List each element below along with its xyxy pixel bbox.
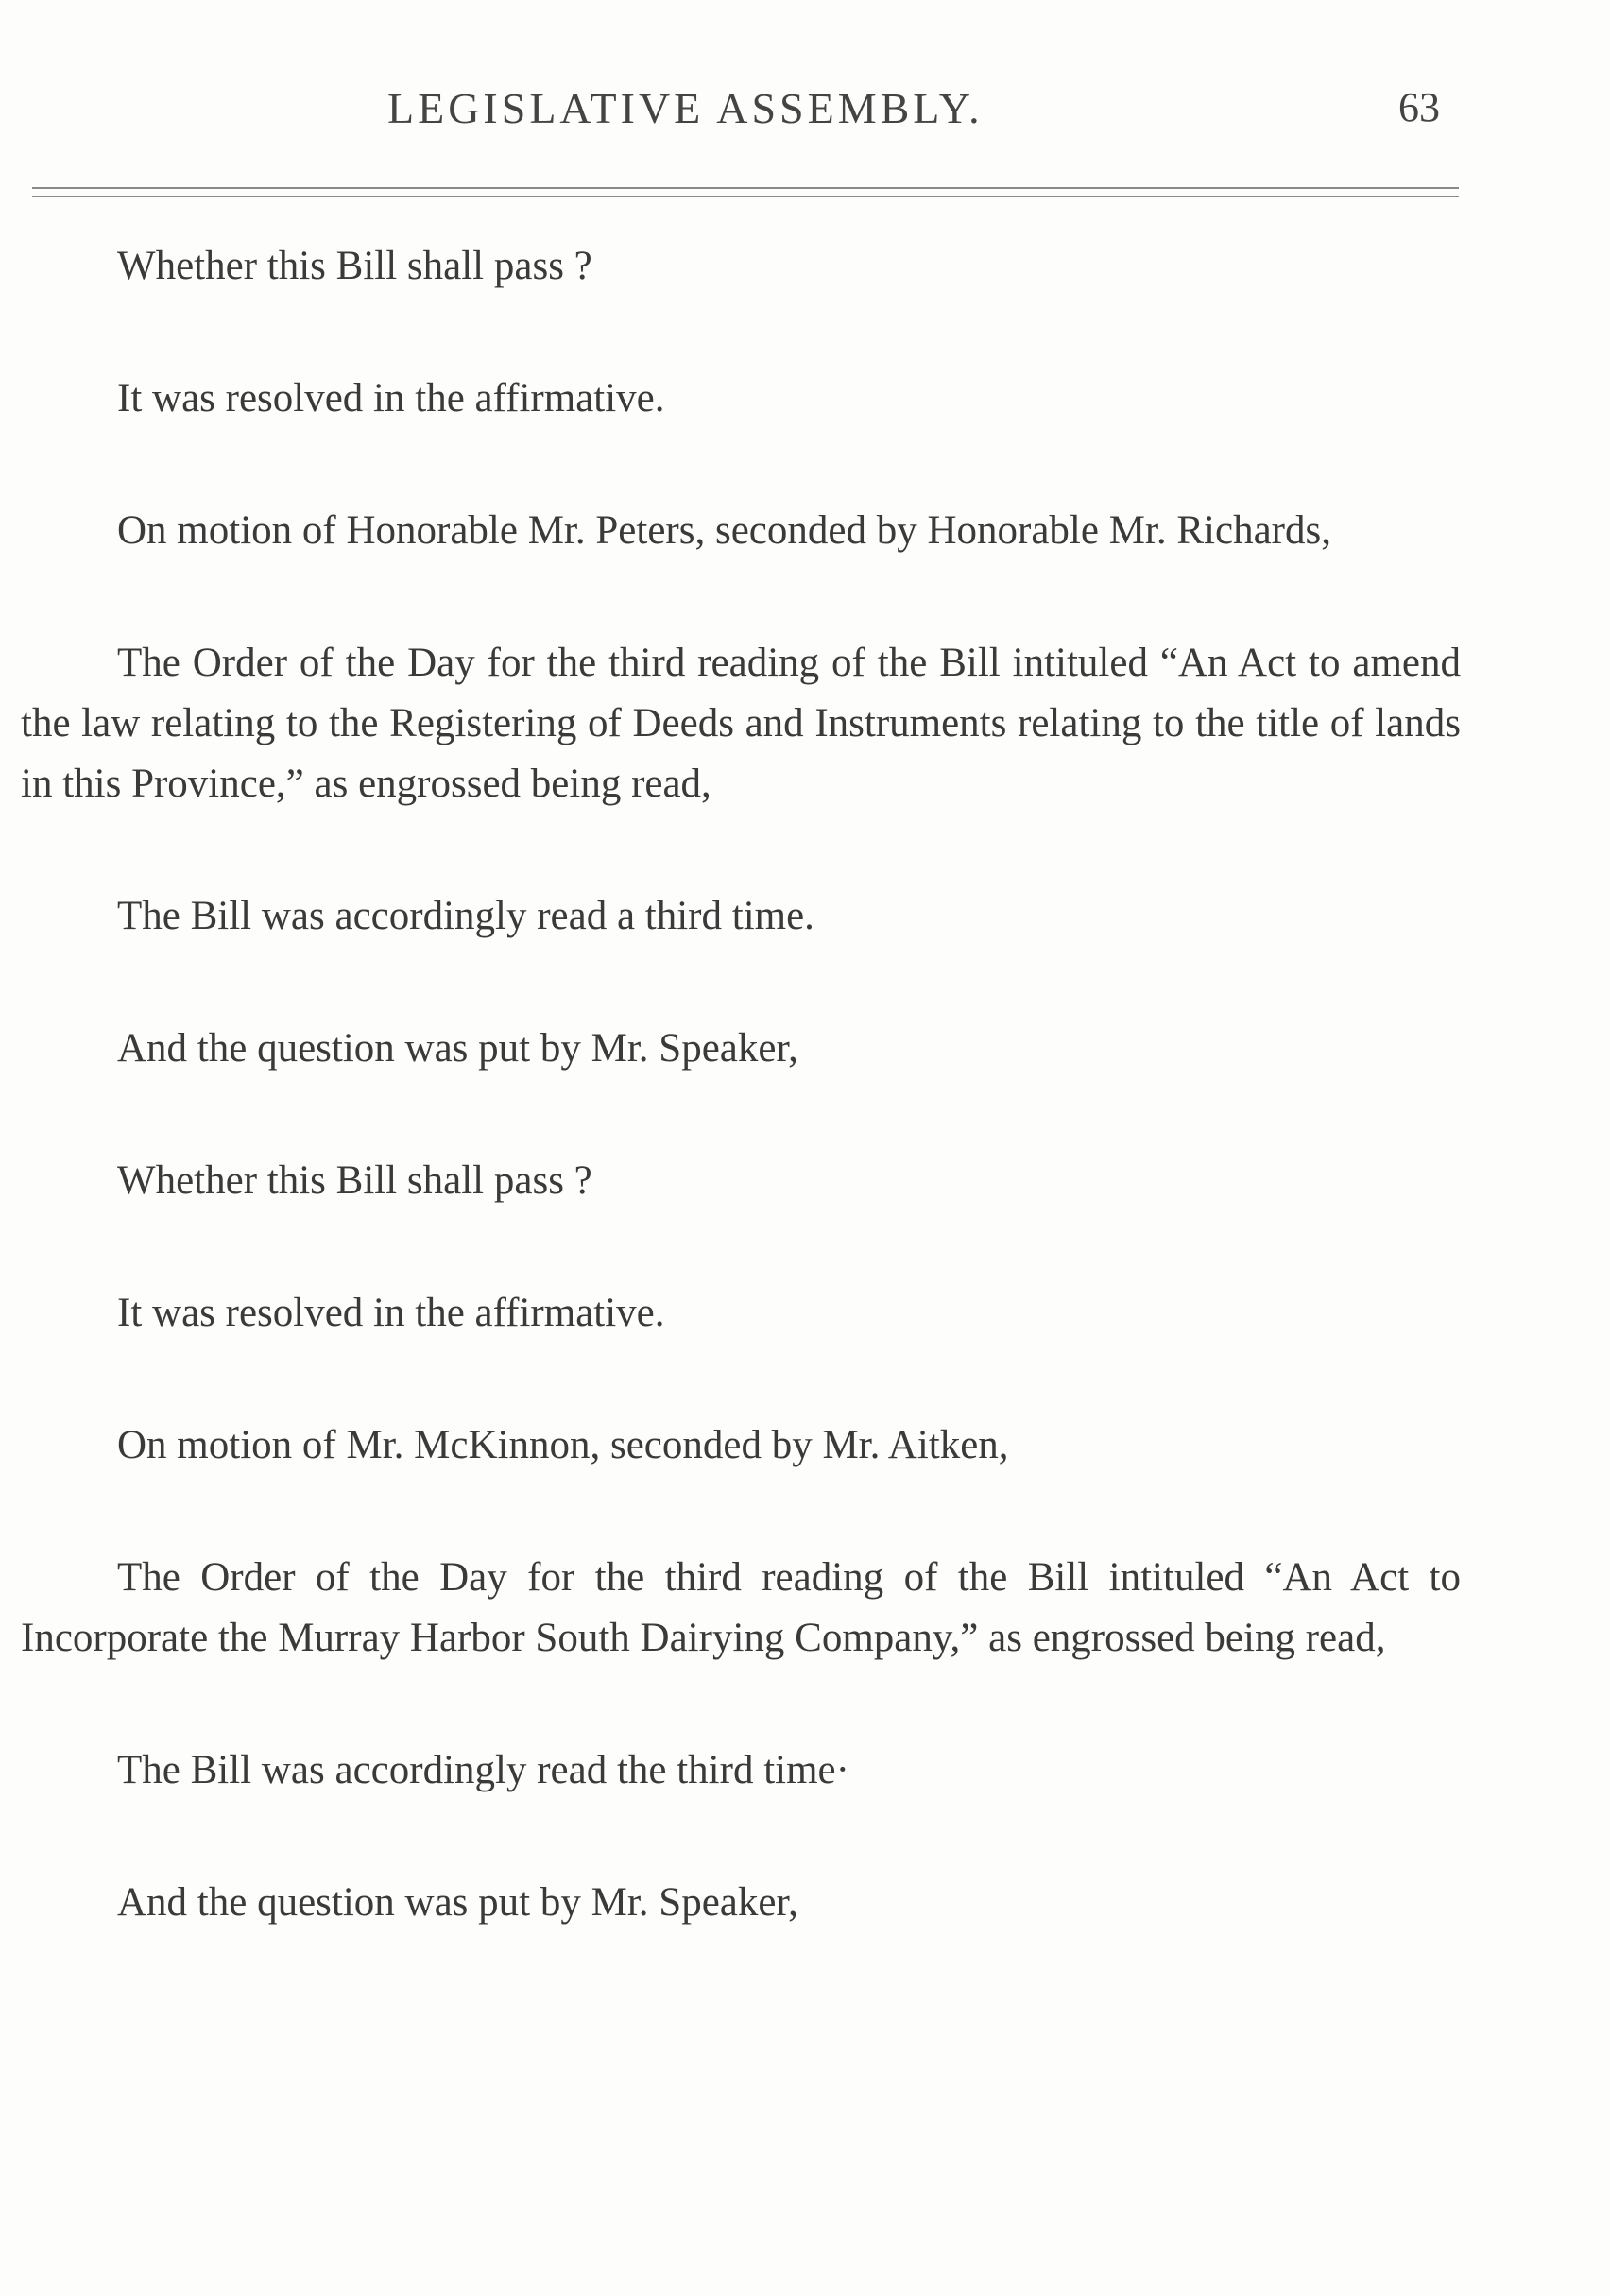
running-title: LEGISLATIVE ASSEMBLY. (387, 84, 984, 132)
paragraph: And the question was put by Mr. Speaker, (117, 1880, 798, 1925)
paragraph: On motion of Honorable Mr. Peters, seconded by Honorable Mr. Richards, (117, 508, 1331, 553)
header-rule-top (32, 187, 1459, 189)
running-head (0, 83, 1610, 140)
paragraph: Whether this Bill shall pass ? (117, 244, 592, 288)
paragraph: And the question was put by Mr. Speaker, (117, 1026, 798, 1071)
paragraph: On motion of Mr. McKinnon, seconded by Mr. Aitken, (117, 1423, 1009, 1467)
page-number: 63 (1398, 84, 1440, 130)
body-text (21, 236, 1461, 1933)
paragraph: Whether this Bill shall pass ? (117, 1158, 592, 1203)
paragraph: The Bill was accordingly read the third time· (117, 1748, 849, 1792)
paragraph: The Bill was accordingly read a third time. (117, 894, 814, 938)
paragraph: It was resolved in the affirmative. (117, 1291, 665, 1335)
paragraph: The Order of the Day for the third reading of the Bill intituled “An Act to amend the law relating to the Registering of Deeds and Instruments relating to the title of lands in this Province,” as engrossed being read, (21, 641, 1461, 806)
paragraph: It was resolved in the affirmative. (117, 376, 665, 420)
paragraph: The Order of the Day for the third reading of the Bill intituled “An Act to Incorporate the Murray Harbor South Dairying Company,” as engrossed being read, (21, 1555, 1461, 1660)
header-rule-bottom (32, 196, 1459, 197)
